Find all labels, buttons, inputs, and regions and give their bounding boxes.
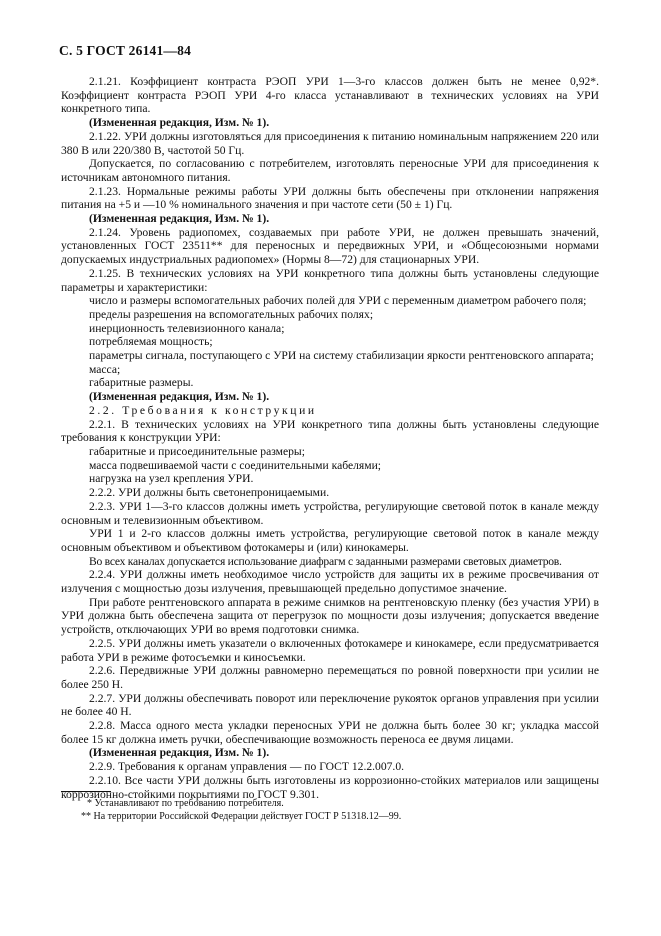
paragraph: Во всех каналах допускается использование диафрагм с заданными размерами световых диаметров. [89,554,562,568]
footnotes [61,797,599,823]
paragraph: 2.1.23. Нормальные режимы работы УРИ должны быть обеспечены при отклонении напряжения питания на +5 и —10 % номинального значения и при частоте сети (50 ± 1) Гц. [61,184,599,212]
section-heading: 2.2. Требования к конструкции [89,403,317,417]
paragraph: 2.2.6. Передвижные УРИ должны равномерно перемещаться по ровной поверхности при усилии не более 250 Н. [61,664,599,691]
list-item: инерционность телевизионного канала; [89,321,285,335]
paragraph: 2.1.24. Уровень радиопомех, создаваемых при работе УРИ, не должен превышать значений, установленных ГОСТ 23511** для переносных и передвижных УРИ, и «Общесоюзными нормами допускаемых индустриальных радиопомех» (Нормы 8—72) для стационарных УРИ. [61,225,599,267]
paragraph: 2.1.22. УРИ должны изготовляться для присоединения к питанию номинальным напряжением 220 или 380 В или 220/380 В, частотой 50 Гц. [61,129,599,157]
paragraph: 2.2.3. УРИ 1—3-го классов должны иметь устройства, регулирующие световой поток в канале между основным и телевизионным объективом. [61,499,599,527]
paragraph: УРИ 1 и 2-го классов должны иметь устройства, регулирующие световой поток в канале между основным объективом и объективом фотокамеры и (или) кинокамеры. [61,527,599,554]
list-item: потребляемая мощность; [89,335,213,349]
footnote-divider [61,791,111,792]
paragraph: 2.2.4. УРИ должны иметь необходимое число устройств для защиты их в режиме просвечивания от излучения с мощностью дозы излучения, превышающей предельно допустимое значение. [61,568,599,596]
paragraph: 2.2.2. УРИ должны быть светонепроницаемыми. [89,486,330,500]
paragraph: 2.2.7. УРИ должны обеспечивать поворот или переключение рукояток органов управления при усилии не более 40 Н. [61,691,599,719]
amendment-note: (Измененная редакция, Изм. № 1). [89,116,270,130]
paragraph: 2.1.25. В технических условиях на УРИ конкретного типа должны быть установлены следующие параметры и характеристики: [61,266,599,294]
list-item: число и размеры вспомогательных рабочих полей для УРИ с переменным диаметром рабочего поля; [89,294,587,308]
paragraph: Допускается, по согласованию с потребителем, изготовлять переносные УРИ для присоединения к источникам автономного питания. [61,157,599,184]
list-item: габаритные и присоединительные размеры; [89,444,305,458]
amendment-note: (Измененная редакция, Изм. № 1). [89,746,270,760]
paragraph: 2.2.1. В технических условиях на УРИ конкретного типа должны быть установлены следующие требования к конструкции УРИ: [61,417,599,445]
list-item: масса подвешиваемой части с соединительными кабелями; [89,458,382,472]
paragraph: 2.2.10. Все части УРИ должны быть изготовлены из коррозионно-стойких материалов или защищены коррозионно-стойкими покрытиями по ГОСТ 9.301. [61,773,599,801]
footnote: * Устанавливают по требованию потребителя. [87,798,284,809]
paragraph: 2.1.21. Коэффициент контраста РЭОП УРИ 1—3-го классов должен быть не менее 0,92*. Коэффициент контраста РЭОП УРИ 4-го класса устанавливают в технических условиях на УРИ конкретного типа. [61,75,599,116]
paragraph: 2.2.8. Масса одного места укладки переносных УРИ не должна быть более 30 кг; укладка массой более 15 кг должна иметь ручки, обеспечивающие возможность переноса ее двумя лицами. [61,719,599,746]
amendment-note: (Измененная редакция, Изм. № 1). [89,390,270,404]
footnote: ** На территории Российской Федерации действует ГОСТ Р 51318.12—99. [81,811,402,822]
document-body [61,75,599,801]
list-item: масса; [89,362,121,376]
list-item: параметры сигнала, поступающего с УРИ на систему стабилизации яркости рентгеновского аппарата; [89,349,594,363]
amendment-note: (Измененная редакция, Изм. № 1). [89,212,270,226]
paragraph: 2.2.5. УРИ должны иметь указатели о включенных фотокамере и кинокамере, если предусматривается работа УРИ в режиме фотосъемки и киносъемки. [61,636,599,664]
paragraph: 2.2.9. Требования к органам управления — по ГОСТ 12.2.007.0. [89,760,405,774]
list-item: пределы разрешения на вспомогательных рабочих полях; [89,307,374,321]
paragraph: При работе рентгеновского аппарата в режиме снимков на рентгеновскую пленку (без участия УРИ) в УРИ должна быть обеспечена защита от перегрузок по мощности дозы излучения; допускается введение устройств, отключающих УРИ во время подготовки снимка. [61,595,599,637]
list-item: нагрузка на узел крепления УРИ. [89,472,254,486]
list-item: габаритные размеры. [89,376,194,390]
page-header: С. 5 ГОСТ 26141—84 [59,43,192,58]
